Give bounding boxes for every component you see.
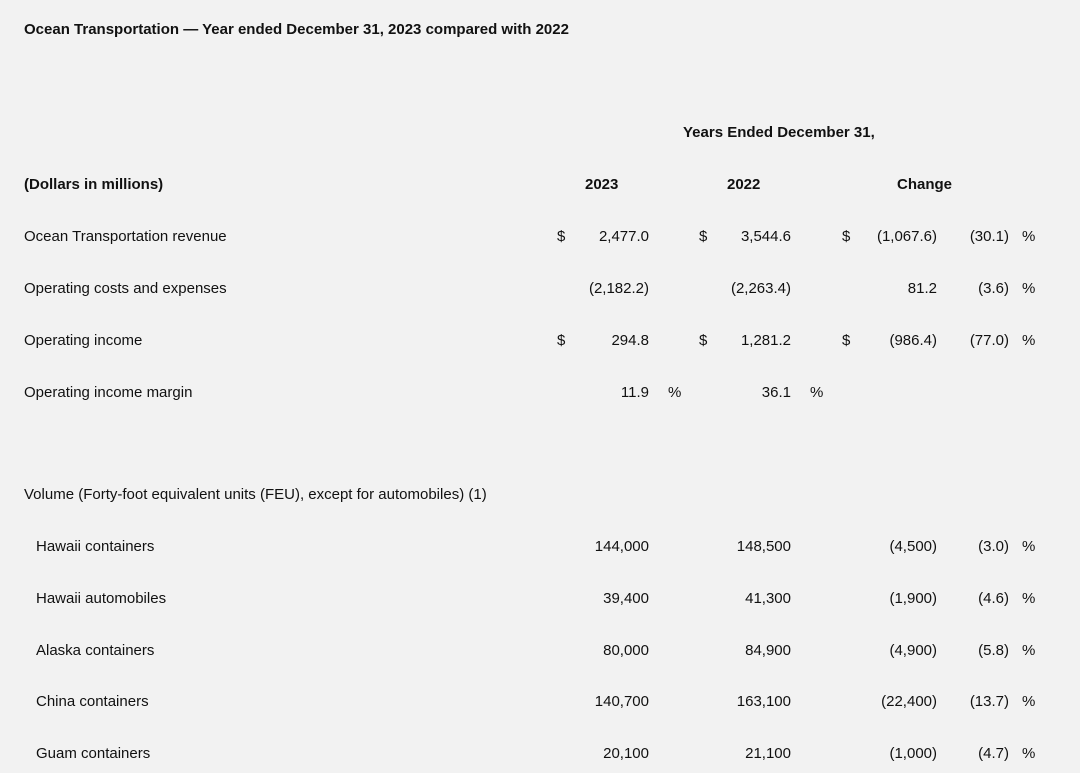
volume-row-label: Guam containers (36, 745, 151, 762)
value-2023: 20,100 (603, 745, 649, 762)
volume-row-label: Hawaii containers (36, 538, 155, 555)
value-2022: 3,544.6 (740, 228, 791, 245)
row-label: Operating income (24, 332, 143, 349)
change-percent: (5.8) (978, 642, 1009, 659)
change-percent: (3.0) (978, 538, 1009, 555)
change-value: (1,067.6) (876, 228, 937, 245)
change-value: (22,400) (881, 693, 937, 710)
row-label: Operating costs and expenses (24, 280, 227, 297)
value-2023: 294.8 (611, 332, 649, 349)
change-percent: (30.1) (969, 228, 1009, 245)
col-header-label: (Dollars in millions) (24, 176, 164, 193)
value-2022: (2,263.4) (730, 280, 791, 297)
change-percent: (4.7) (978, 745, 1009, 762)
volume-header: Volume (Forty-foot equivalent units (FEU), except for automobiles) (1) (24, 486, 487, 503)
change-percent: (4.6) (978, 590, 1009, 607)
percent-sign: % (1022, 228, 1036, 245)
percent-sign: % (1022, 693, 1036, 710)
change-percent: (77.0) (969, 332, 1009, 349)
percent-sign: % (1022, 590, 1036, 607)
dollar-sign: $ (699, 228, 708, 245)
value-2023: 39,400 (603, 590, 649, 607)
value-2023: 2,477.0 (598, 228, 649, 245)
dollar-sign: $ (699, 332, 708, 349)
change-value: 81.2 (907, 280, 937, 297)
change-value: (1,000) (889, 745, 937, 762)
percent-sign: % (1022, 642, 1036, 659)
value-2022: 36.1 (761, 384, 791, 401)
percent-sign: % (1022, 332, 1036, 349)
value-2022: 1,281.2 (740, 332, 791, 349)
row-label: Operating income margin (24, 384, 193, 401)
percent-sign: % (668, 384, 682, 401)
value-2022: 21,100 (745, 745, 791, 762)
change-value: (986.4) (889, 332, 937, 349)
value-2023: 140,700 (594, 693, 649, 710)
volume-row-label: Hawaii automobiles (36, 590, 167, 607)
change-percent: (13.7) (969, 693, 1009, 710)
dollar-sign: $ (842, 332, 851, 349)
dollar-sign: $ (557, 332, 566, 349)
row-label: Ocean Transportation revenue (24, 228, 227, 245)
percent-sign: % (810, 384, 824, 401)
value-2023: (2,182.2) (588, 280, 649, 297)
percent-sign: % (1022, 280, 1036, 297)
percent-sign: % (1022, 745, 1036, 762)
value-2023: 144,000 (594, 538, 649, 555)
document-title: Ocean Transportation — Year ended December 31, 2023 compared with 2022 (24, 21, 569, 38)
col-header-change: Change (897, 176, 953, 193)
value-2022: 163,100 (736, 693, 791, 710)
change-value: (4,500) (889, 538, 937, 555)
volume-row-label: China containers (36, 693, 149, 710)
value-2022: 148,500 (736, 538, 791, 555)
change-value: (4,900) (889, 642, 937, 659)
change-percent: (3.6) (978, 280, 1009, 297)
value-2022: 84,900 (745, 642, 791, 659)
col-header-2022: 2022 (727, 176, 761, 193)
percent-sign: % (1022, 538, 1036, 555)
value-2022: 41,300 (745, 590, 791, 607)
value-2023: 11.9 (620, 384, 649, 401)
dollar-sign: $ (557, 228, 566, 245)
volume-row-label: Alaska containers (36, 642, 155, 659)
dollar-sign: $ (842, 228, 851, 245)
col-header-2023: 2023 (585, 176, 619, 193)
change-value: (1,900) (889, 590, 937, 607)
value-2023: 80,000 (603, 642, 649, 659)
years-group-header: Years Ended December 31, (683, 124, 875, 141)
